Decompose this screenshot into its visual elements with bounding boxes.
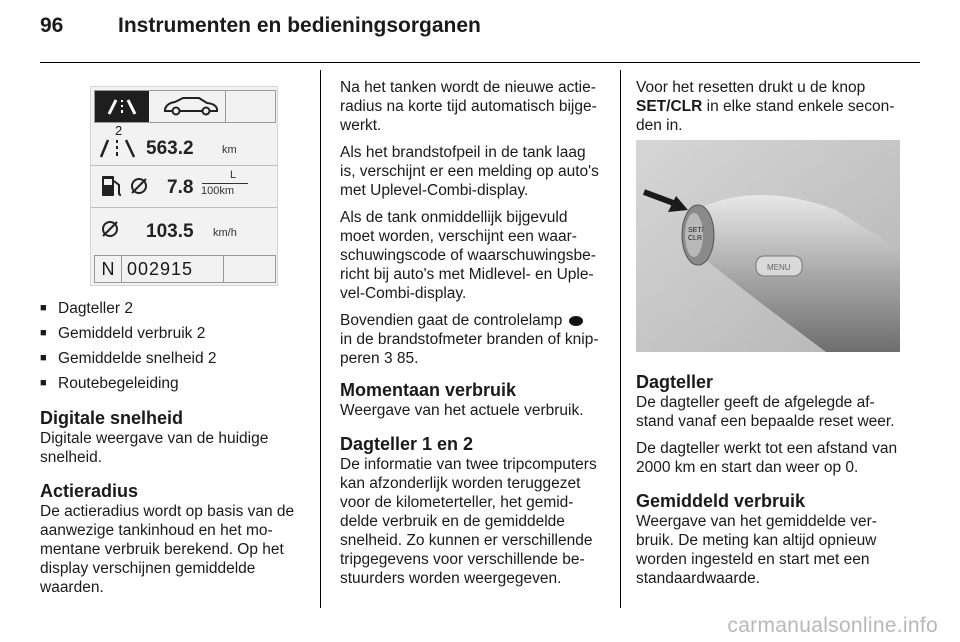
column-3	[636, 78, 906, 135]
body-line: display verschijnen gemiddelde	[40, 560, 256, 577]
section-heading-momentary-consumption: Momentaan verbruik	[340, 380, 517, 400]
header-rule	[40, 62, 920, 63]
body-line: met Uplevel-Combi-display.	[340, 182, 529, 199]
distance-unit: km	[222, 144, 237, 156]
display-items-list	[40, 296, 312, 396]
car-icon	[161, 94, 221, 118]
odometer-value: 002915	[127, 259, 194, 279]
display-tabs	[94, 90, 276, 123]
body-line: Digitale weergave van de huidige	[40, 430, 269, 447]
body-line: De informatie van twee tripcomputers	[340, 456, 597, 473]
body-line: stand vanaf een bepaalde reset weer.	[636, 413, 895, 430]
gear-indicator: N	[95, 256, 122, 282]
stalk-set-label: SET/	[688, 227, 704, 234]
paragraph	[340, 208, 610, 303]
paragraph	[340, 311, 610, 368]
body-line: aanwezige tankinhoud en het mo-	[40, 522, 273, 539]
distance-value: 563.2	[146, 138, 194, 159]
section-heading-average-consumption: Gemiddeld verbruik	[636, 491, 806, 511]
row-divider	[91, 165, 277, 166]
body-line: stuurders worden weergegeven.	[340, 570, 562, 587]
body-line: richt bij auto's met Midlevel- en Uple-	[340, 266, 594, 283]
body-line: standaardwaarde.	[636, 570, 761, 587]
body-line: 2000 km en start dan weer op 0.	[636, 459, 859, 476]
body-line: werkt.	[340, 117, 382, 134]
trip-computer-display	[90, 86, 278, 286]
body-line: kan afzonderlijk worden teruggezet	[340, 475, 581, 492]
body-line: Weergave van het gemiddelde ver-	[636, 513, 877, 530]
list-item: ■ Gemiddelde snelheid 2	[40, 346, 312, 371]
column-2	[340, 78, 610, 588]
body-line: De dagteller werkt tot een afstand van	[636, 440, 898, 457]
body-line: moet worden, verschijnt een waar-	[340, 228, 577, 245]
column-divider-1	[320, 70, 321, 608]
section-heading-trip: Dagteller	[636, 372, 714, 392]
page-reference-link[interactable]: 3 85.	[383, 350, 419, 367]
body-line: peren	[340, 350, 380, 367]
page-number: 96	[40, 14, 64, 37]
paragraph	[340, 78, 610, 135]
page-title: Instrumenten en bedieningsorganen	[118, 14, 481, 37]
fuel-pump-icon	[100, 173, 124, 199]
warning-lamp-icon	[569, 316, 583, 326]
watermark: carmanualsonline.info	[727, 614, 938, 637]
body-line: delde verbruik en de gemiddelde	[340, 513, 565, 530]
stalk-illustration	[636, 140, 900, 352]
body-line: schuwingscode of waarschuwingsbe-	[340, 247, 596, 264]
tab-road-icon-active	[95, 91, 149, 122]
body-line: Als de tank onmiddellijk bijgevuld	[340, 209, 568, 226]
list-item: ■ Gemiddeld verbruik 2	[40, 321, 312, 346]
body-line: in de brandstofmeter branden of knip-	[340, 331, 599, 348]
consumption-value: 7.8	[167, 177, 194, 198]
consumption-unit-bottom: 100km	[201, 185, 235, 197]
set-clr-key: SET/CLR	[636, 98, 703, 115]
section-heading-trip-1-2: Dagteller 1 en 2	[340, 434, 474, 454]
odometer-row	[94, 255, 276, 283]
body-line: waarden.	[40, 579, 104, 596]
list-item: ■ Routebegeleiding	[40, 371, 312, 396]
body-line: Als het brandstofpeil in de tank laag	[340, 144, 586, 161]
column-3-lower	[636, 372, 906, 588]
fraction-bar	[202, 183, 248, 184]
body-line: is, verschijnt er een melding op auto's	[340, 163, 599, 180]
body-line: radius na korte tijd automatisch bijge-	[340, 98, 597, 115]
trip-number: 2	[115, 123, 123, 138]
body-line: in elke stand enkele secon-	[702, 98, 895, 115]
row-divider	[91, 207, 277, 208]
average-speed-icon	[100, 219, 120, 239]
speed-value: 103.5	[146, 221, 194, 242]
body-line: vel-Combi-display.	[340, 285, 467, 302]
body-line: Na het tanken wordt de nieuwe actie-	[340, 79, 596, 96]
consumption-unit-top: L	[229, 169, 237, 181]
road-icon-small	[98, 137, 142, 159]
body-line: Bovendien gaat de controlelamp	[340, 312, 563, 329]
body-line: De dagteller geeft de afgelegde af-	[636, 394, 875, 411]
speed-unit: km/h	[213, 227, 237, 239]
paragraph	[340, 143, 610, 200]
body-line: den in.	[636, 117, 683, 134]
body-line: tripgegevens voor verschillende be-	[340, 551, 585, 568]
stalk-photo	[636, 140, 900, 352]
list-item: ■ Dagteller 2	[40, 296, 312, 321]
body-line: snelheid. Zo kunnen er verschillende	[340, 532, 593, 549]
body-line: De actieradius wordt op basis van de	[40, 503, 295, 520]
body-line: bruik. De meting kan altijd opnieuw	[636, 532, 877, 549]
body-line: snelheid.	[40, 449, 103, 466]
body-line: worden ingesteld en start met een	[636, 551, 870, 568]
odometer-divider	[223, 256, 224, 282]
body-line: voor de kilometerteller, het gemid-	[340, 494, 574, 511]
section-heading-digital-speed: Digitale snelheid	[40, 408, 184, 428]
column-divider-2	[620, 70, 621, 608]
body-line: mentane verbruik berekend. Op het	[40, 541, 284, 558]
tab-divider	[225, 91, 226, 122]
column-1	[40, 296, 312, 597]
body-line: Weergave van het actuele verbruik.	[340, 402, 584, 419]
body-line: Voor het resetten drukt u de knop	[636, 79, 866, 96]
road-icon	[95, 91, 149, 122]
section-heading-range: Actieradius	[40, 481, 139, 501]
stalk-clr-label: CLR	[688, 235, 703, 242]
stalk-menu-label: MENU	[767, 263, 791, 272]
average-icon	[129, 176, 149, 196]
